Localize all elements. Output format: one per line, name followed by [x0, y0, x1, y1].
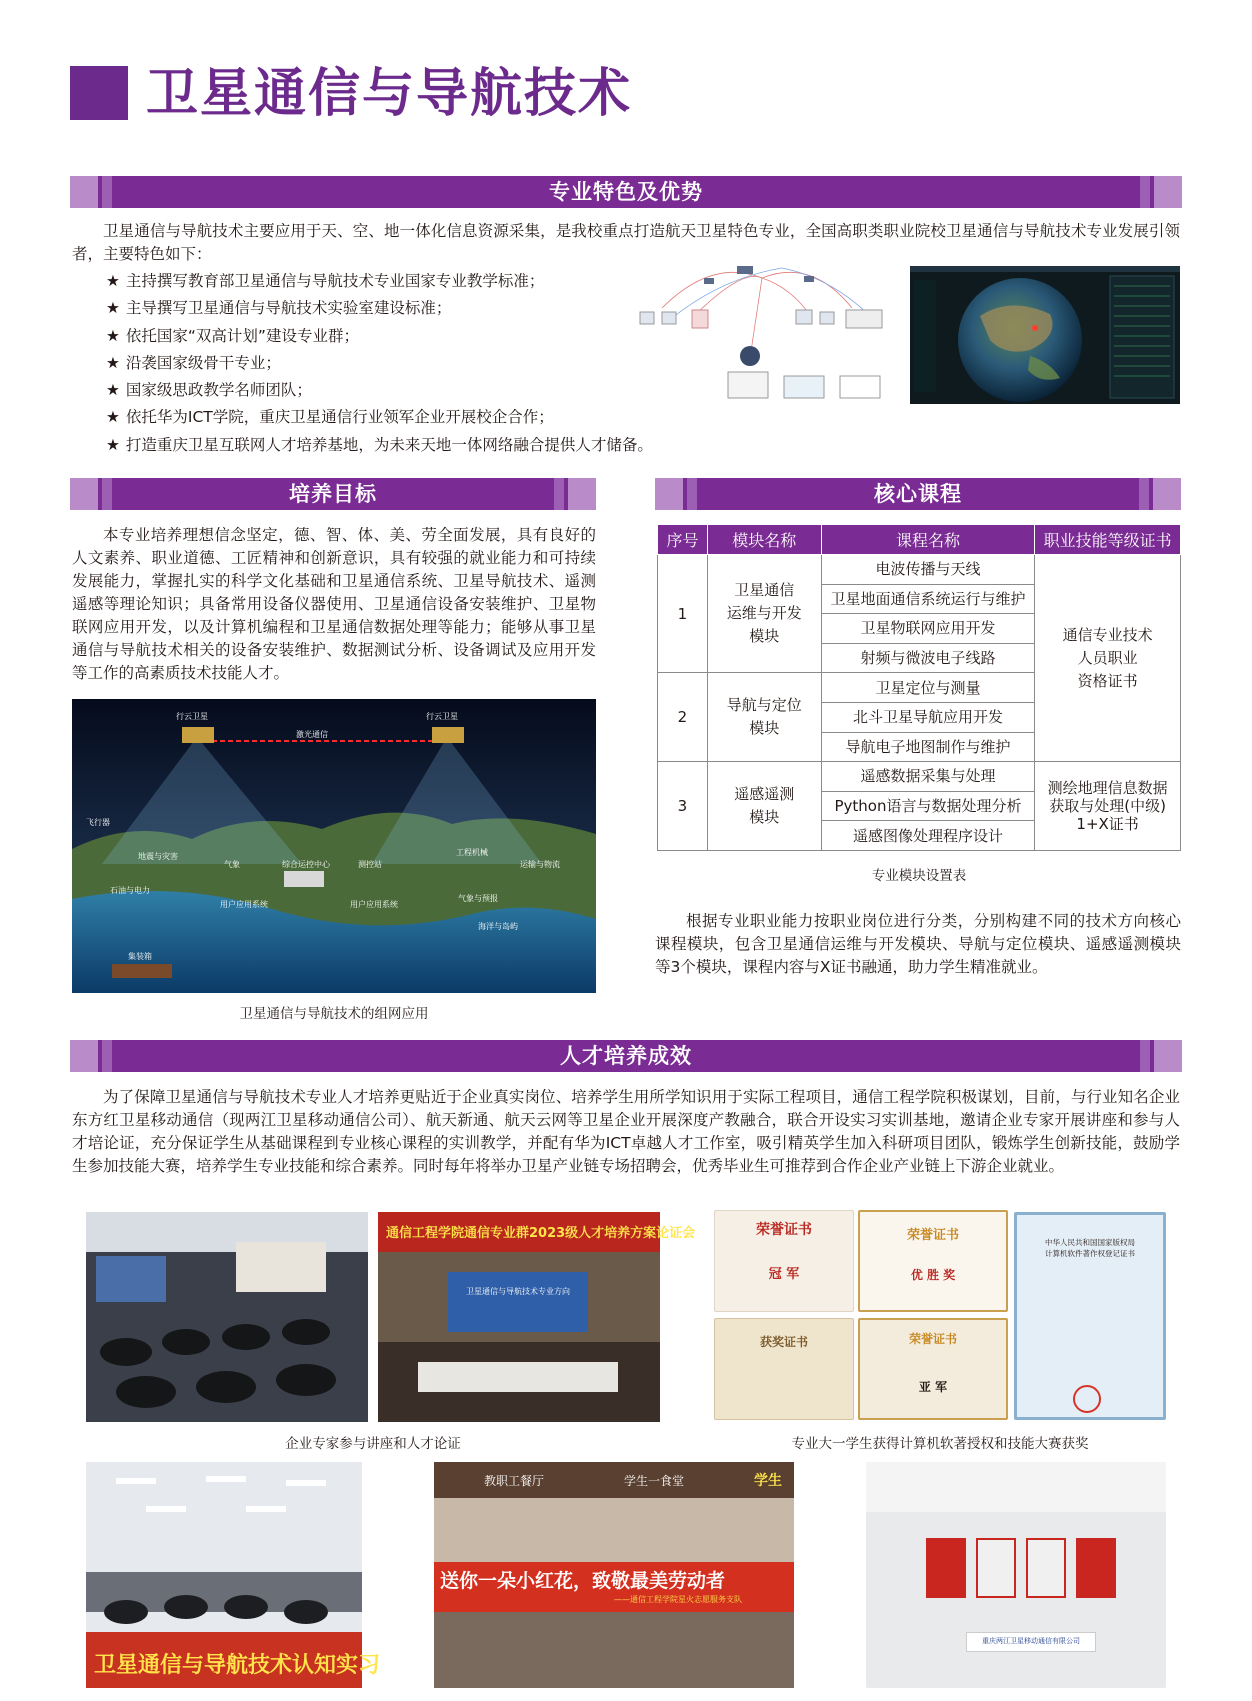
- list-item: ★ 主持撰写教育部卫星通信与导航技术专业国家专业教学标准；: [106, 272, 545, 290]
- internship-banner-text: 卫星通信与导航技术认知实习: [94, 1653, 381, 1678]
- features-list: [106, 268, 653, 459]
- caption-network: 卫星通信与导航技术的组网应用: [239, 1006, 429, 1022]
- list-item: ★ 依托国家“双高计划”建设专业群；: [106, 326, 359, 345]
- column-header: 职业技能等级证书: [1035, 525, 1181, 555]
- company-name-sign: 重庆两江卫星移动通信有限公司: [982, 1637, 1080, 1645]
- column-header: 序号: [658, 525, 708, 555]
- course-name: 射频与微波电子线路: [821, 643, 1035, 673]
- certificate-image: 荣誉证书 冠 军: [714, 1210, 854, 1312]
- label-logistics: 运输与物流: [520, 860, 560, 869]
- meeting-banner-text: 通信工程学院通信专业群2023级人才培养方案论证会: [386, 1226, 696, 1241]
- list-item: ★ 沿袭国家级骨干专业；: [106, 353, 281, 372]
- module-number: 1: [658, 555, 708, 673]
- table-row: [658, 555, 1181, 585]
- module-number: 2: [658, 673, 708, 762]
- star-icon: ★: [106, 299, 120, 318]
- core-text: 根据专业职业能力按职业岗位进行分类，分别构建不同的技术方向核心课程模块，包含卫星通信运维与开发模块、导航与定位模块、遥感遥测模块等3个模块，课程内容与X证书融通，助力学生精准就业。: [655, 912, 1181, 976]
- course-name: Python语言与数据处理分析: [821, 791, 1035, 821]
- column-header: 课程名称: [821, 525, 1035, 555]
- list-item: ★ 国家级思政教学名师团队；: [106, 381, 312, 400]
- title-block-decoration: [70, 66, 128, 120]
- label-terminal-right: 用户应用系统: [350, 900, 398, 909]
- list-item: ★ 依托华为ICT学院，重庆卫星通信行业领军企业开展校企合作；: [106, 408, 554, 427]
- label-measure: 测控站: [358, 860, 382, 869]
- course-name: 电波传播与天线: [821, 555, 1035, 585]
- list-item: ★ 主导撰写卫星通信与导航技术实验室建设标准；: [106, 299, 452, 318]
- label-laser: 激光通信: [296, 730, 328, 739]
- caption-experts: 企业专家参与讲座和人才论证: [285, 1436, 461, 1452]
- label-petro: 石油与电力: [110, 886, 150, 895]
- section-band-core: [655, 478, 1181, 510]
- photo-company-visit: [866, 1462, 1166, 1688]
- volunteer-banner-sub: ——通信工程学院星火志愿服务支队: [614, 1595, 742, 1604]
- label-ocean: 海洋与岛屿: [478, 922, 518, 931]
- course-name: 卫星物联网应用开发: [821, 614, 1035, 644]
- page-title: 卫星通信与导航技术: [146, 64, 633, 124]
- label-disaster: 地震与灾害: [138, 852, 178, 861]
- caption-course-table: 专业模块设置表: [871, 868, 967, 884]
- volunteer-banner-text: 送你一朵小红花，致敬最美劳动者: [440, 1570, 726, 1592]
- course-name: 遥感数据采集与处理: [821, 762, 1035, 792]
- features-intro: 卫星通信与导航技术主要应用于天、空、地一体化信息资源采集，是我校重点打造航天卫星特色专业，全国高职类职业院校卫星通信与导航技术专业发展引领者，主要特色如下：: [72, 222, 1180, 263]
- label-weather: 气象与预报: [458, 894, 498, 903]
- goals-text: 本专业培养理想信念坚定，德、智、体、美、劳全面发展，具有良好的人文素养、职业道德、工匠精神和创新意识，具有较强的就业能力和可持续发展能力，掌握扎实的科学文化基础和卫星通信系统、卫星导航技术、遥测遥感等理论知识；具备常用设备仪器使用、卫星通信设备安装维护、卫星物联网应用开发，以及计算机编程和卫星通信数据处理等能力；能够从事卫星通信与导航技术相关的设备安装维护、数据测试分析、设备调试及应用开发等工作的高素质技术技能人才。: [72, 526, 596, 682]
- label-sat-right: 行云卫星: [426, 712, 458, 721]
- module-number: 3: [658, 762, 708, 851]
- course-name: 遥感图像处理程序设计: [821, 821, 1035, 851]
- caption-awards: 专业大一学生获得计算机软著授权和技能大赛获奖: [791, 1436, 1089, 1452]
- label-meteor: 气象: [224, 860, 240, 869]
- certificate-cell: 测绘地理信息数据 获取与处理(中级) 1+X证书: [1035, 762, 1181, 851]
- certificate-cell: 通信专业技术 人员职业 资格证书: [1035, 555, 1181, 762]
- star-icon: ★: [106, 381, 120, 400]
- course-name: 卫星地面通信系统运行与维护: [821, 584, 1035, 614]
- section-heading-features: 专业特色及优势: [549, 180, 703, 204]
- section-band-goals: [70, 478, 596, 510]
- module-name: 遥感遥测 模块: [707, 762, 821, 851]
- course-name: 北斗卫星导航应用开发: [821, 702, 1035, 732]
- photo-lecture-hall: [86, 1212, 368, 1422]
- globe-monitor-screenshot: [910, 266, 1180, 404]
- course-name: 导航电子地图制作与维护: [821, 732, 1035, 762]
- course-name: 卫星定位与测量: [821, 673, 1035, 703]
- meeting-screen-text: 卫星通信与导航技术专业方向: [466, 1287, 570, 1296]
- software-copyright-certificate: 中华人民共和国国家版权局 计算机软件著作权登记证书: [1014, 1212, 1166, 1420]
- certificate-image: 荣誉证书 亚 军: [858, 1318, 1008, 1420]
- photo-meeting-room: [378, 1212, 696, 1422]
- table-row: [658, 762, 1181, 792]
- section-band-results: [70, 1040, 1182, 1072]
- section-heading-core: 核心课程: [874, 482, 962, 506]
- star-icon: ★: [106, 326, 120, 345]
- star-icon: ★: [106, 435, 120, 454]
- certificate-image: 荣誉证书 优 胜 奖: [858, 1210, 1008, 1312]
- results-text: 为了保障卫星通信与导航技术专业人才培养更贴近于企业真实岗位、培养学生用所学知识用于实际工程项目，通信工程学院积极谋划，目前，与行业知名企业东方红卫星移动通信（现两江卫星移动通信公司）、航天新通、航天云网等卫星企业开展深度产教融合，联合开设实习实训基地，邀请企业专家开展讲座和参与人才培论证，充分保证学生从基础课程到专业核心课程的实训教学，并配有华为ICT卓越人才工作室，吸引精英学生加入科研项目团队，锻炼学生创新技能，鼓励学生参加技能大赛，培养学生专业技能和综合素养。同时每年将举办卫星产业链专场招聘会，优秀毕业生可推荐到合作企业产业链上下游企业就业。: [72, 1088, 1180, 1175]
- section-heading-results: 人才培养成效: [560, 1044, 692, 1068]
- star-icon: ★: [106, 272, 120, 290]
- list-item: ★ 打造重庆卫星互联网人才培养基地，为未来天地一体网络融合提供人才储备。: [106, 435, 653, 454]
- label-engineering: 工程机械: [456, 848, 488, 857]
- label-sat-left: 行云卫星: [176, 712, 208, 721]
- section-band-features: [70, 176, 1182, 208]
- system-topology-diagram: [632, 258, 894, 416]
- table-header-row: [658, 525, 1181, 555]
- course-table: [657, 524, 1181, 851]
- module-name: 卫星通信 运维与开发 模块: [707, 555, 821, 673]
- label-aircraft: 飞行器: [86, 818, 110, 827]
- label-terminal-left: 用户应用系统: [220, 900, 268, 909]
- photo-internship: [86, 1462, 381, 1688]
- star-icon: ★: [106, 408, 120, 427]
- satellite-network-illustration: [72, 699, 596, 993]
- label-container: 集装箱: [128, 952, 152, 961]
- section-heading-goals: 培养目标: [289, 482, 377, 506]
- column-header: 模块名称: [707, 525, 821, 555]
- star-icon: ★: [106, 353, 120, 372]
- photo-volunteer: 教职工餐厅 学生一食堂 学生 送你一朵小红花，致敬最美劳动者 ——通信工程学院星火志愿服务支队: [434, 1462, 794, 1688]
- module-name: 导航与定位 模块: [707, 673, 821, 762]
- label-center: 综合运控中心: [282, 860, 330, 869]
- certificate-image: 获奖证书: [714, 1318, 854, 1420]
